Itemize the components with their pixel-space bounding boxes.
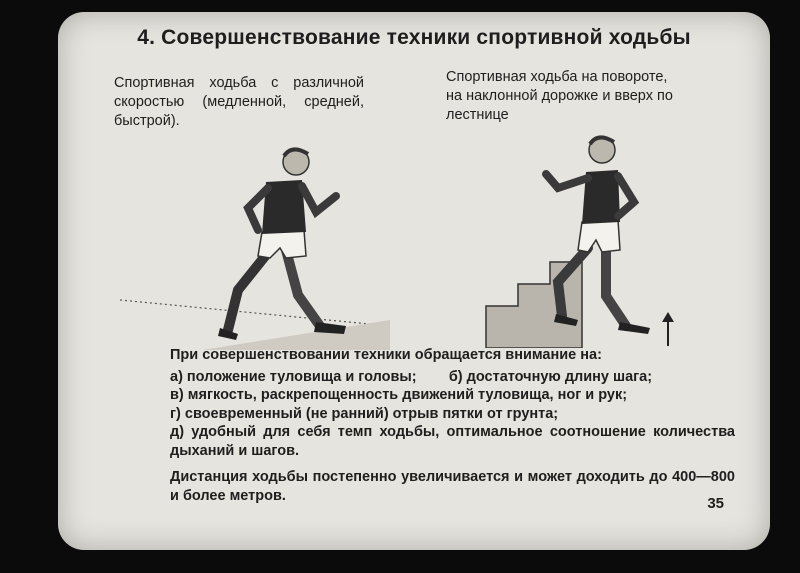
main-text: [170, 346, 735, 505]
list-item: г) своевременный (не ранний) отрыв пятки от грунта;: [170, 405, 559, 422]
stairs-walker-illustration: [478, 116, 718, 348]
caption-line: Спортивная ходьба на повороте,: [446, 69, 668, 85]
distance-text: Дистанция ходьбы постепенно увеличивается и может доходить до 400—800 и более метров.: [170, 469, 735, 504]
list-item: д) удобный для себя темп ходьбы, оптимальное соотношение количества дыханий и шагов.: [170, 424, 735, 459]
slide-title: 4. Совершенствование техники спортивной ходьбы: [137, 26, 691, 49]
list-item: в) мягкость, раскрепощенность движений туловища, ног и рук;: [170, 387, 628, 403]
caption-line: на наклонной дорожке и вверх по: [446, 88, 673, 104]
caption-speed-walking: Спортивная ходьба с различной скоростью (медленной, средней, быстрой).: [114, 75, 364, 129]
intro-text: При совершенствовании техники обращается внимание на:: [170, 347, 602, 363]
list-item: а) положение туловища и головы; б) достаточную длину шага;: [170, 368, 653, 385]
walker-illustration: [120, 130, 390, 350]
page-number: 35: [707, 495, 724, 512]
requirements-list: [170, 368, 735, 461]
caption-line: лестнице: [446, 107, 509, 123]
slide-frame: [58, 12, 770, 550]
